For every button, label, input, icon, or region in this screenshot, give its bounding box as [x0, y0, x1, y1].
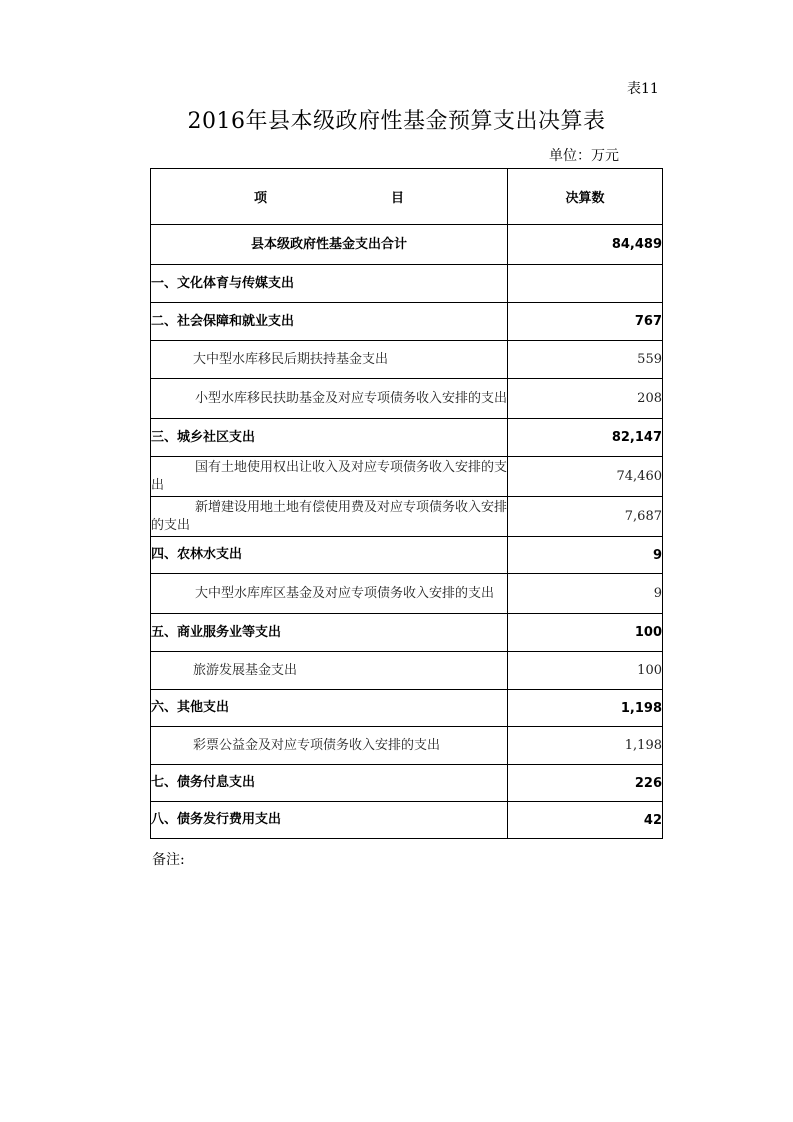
row-value: 208 [508, 379, 663, 419]
table-row [151, 727, 663, 765]
row-label: 五、商业服务业等支出 [151, 614, 508, 652]
table-row [151, 341, 663, 379]
row-label: 新增建设用地土地有偿使用费及对应专项债务收入安排的支出 [151, 497, 508, 537]
row-label: 大中型水库库区基金及对应专项债务收入安排的支出 [151, 574, 508, 614]
row-value: 767 [508, 303, 663, 341]
table-header-row [151, 169, 663, 225]
budget-table [150, 168, 663, 839]
table-number: 表11 [627, 81, 659, 97]
table-row [151, 574, 663, 614]
row-label: 彩票公益金及对应专项债务收入安排的支出 [151, 727, 508, 765]
row-value: 9 [508, 574, 663, 614]
row-value: 74,460 [508, 457, 663, 497]
table-row [151, 265, 663, 303]
row-value: 226 [508, 765, 663, 802]
row-label: 一、文化体育与传媒支出 [151, 265, 508, 303]
total-value: 84,489 [508, 225, 663, 265]
table-row [151, 497, 663, 537]
table-row [151, 379, 663, 419]
total-label: 县本级政府性基金支出合计 [151, 225, 508, 265]
row-label: 七、债务付息支出 [151, 765, 508, 802]
row-value: 1,198 [508, 727, 663, 765]
row-value: 100 [508, 614, 663, 652]
table-row [151, 419, 663, 457]
total-row [151, 225, 663, 265]
row-value: 82,147 [508, 419, 663, 457]
table-row [151, 614, 663, 652]
table-row [151, 690, 663, 727]
row-label: 八、债务发行费用支出 [151, 802, 508, 839]
row-label: 二、社会保障和就业支出 [151, 303, 508, 341]
table-row [151, 765, 663, 802]
row-value: 100 [508, 652, 663, 690]
row-value: 7,687 [508, 497, 663, 537]
row-label: 六、其他支出 [151, 690, 508, 727]
row-value: 42 [508, 802, 663, 839]
row-label: 国有土地使用权出让收入及对应专项债务收入安排的支出 [151, 457, 508, 497]
header-amount-cell: 决算数 [508, 169, 663, 225]
table-row [151, 537, 663, 574]
table-row [151, 303, 663, 341]
page-title: 2016年县本级政府性基金预算支出决算表 [187, 109, 606, 134]
note-label: 备注: [152, 852, 185, 868]
table-row [151, 457, 663, 497]
unit-label: 单位：万元 [549, 148, 619, 164]
row-value: 559 [508, 341, 663, 379]
row-label: 旅游发展基金支出 [151, 652, 508, 690]
row-value: 9 [508, 537, 663, 574]
header-item-b: 目 [390, 191, 404, 206]
table-row [151, 802, 663, 839]
row-label: 小型水库移民扶助基金及对应专项债务收入安排的支出 [151, 379, 508, 419]
row-value [508, 265, 663, 303]
row-value: 1,198 [508, 690, 663, 727]
row-label: 大中型水库移民后期扶持基金支出 [151, 341, 508, 379]
row-label: 三、城乡社区支出 [151, 419, 508, 457]
header-item-cell [151, 169, 508, 225]
header-item-a: 项 [254, 191, 268, 206]
row-label: 四、农林水支出 [151, 537, 508, 574]
table-row [151, 652, 663, 690]
